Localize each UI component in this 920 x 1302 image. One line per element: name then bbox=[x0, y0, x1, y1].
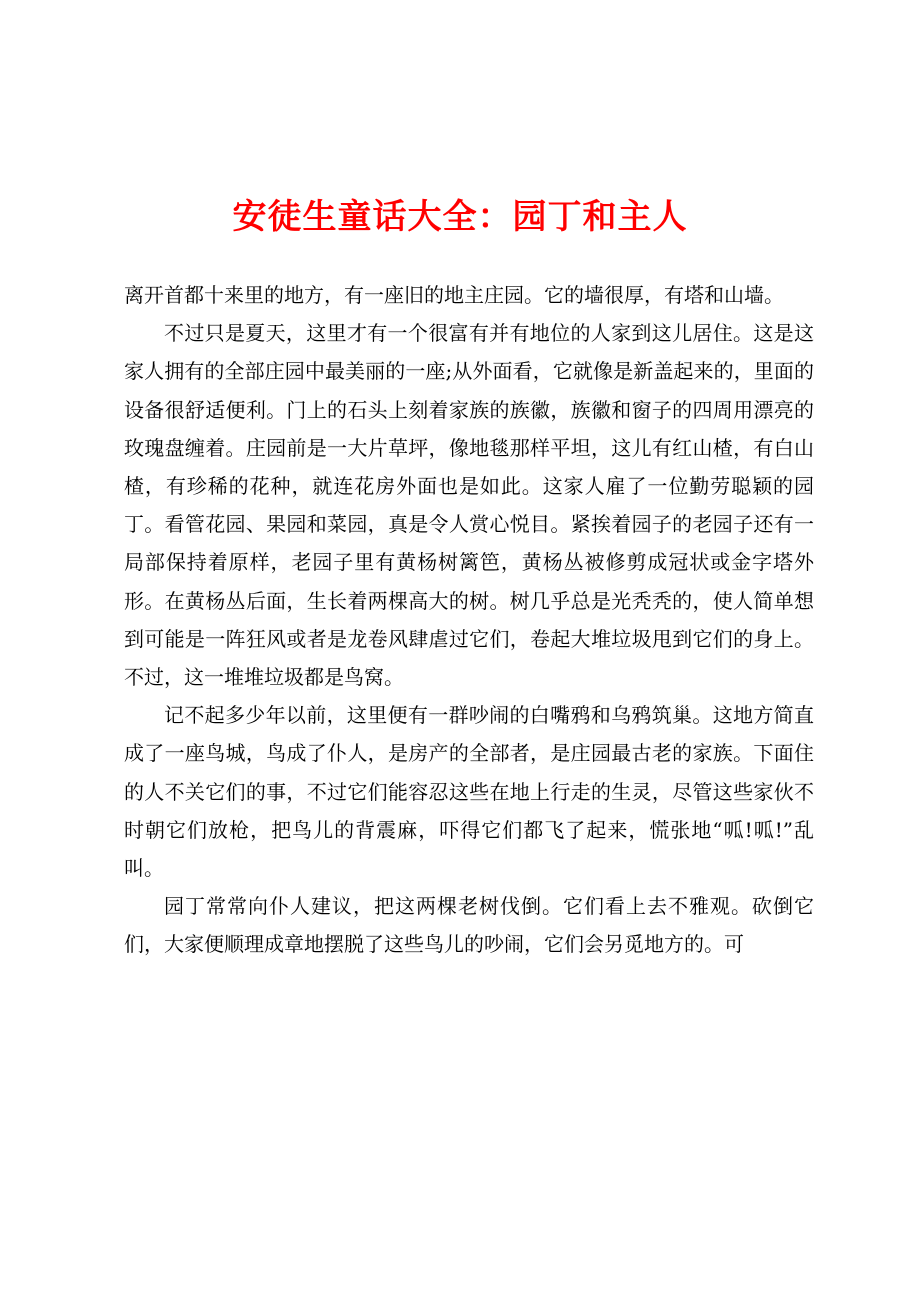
document-body bbox=[124, 276, 814, 964]
document-title: 安徒生童话大全：园丁和主人 bbox=[232, 197, 688, 237]
paragraph-4: 园丁常常向仆人建议，把这两棵老树伐倒。它们看上去不雅观。砍倒它们，大家便顺理成章地摆脱了这些鸟儿的吵闹，它们会另觅地方的。可 bbox=[124, 894, 814, 957]
paragraph-3: 记不起多少年以前，这里便有一群吵闹的白嘴鸦和乌鸦筑巢。这地方简直成了一座鸟城，鸟成了仆人，是房产的全部者，是庄园最古老的家族。下面住的人不关它们的事，不过它们能容忍这些在地上行走的生灵，尽管这些家伙不时朝它们放枪，把鸟儿的背震麻，吓得它们都飞了起来，慌张地“呱!呱!”乱叫。 bbox=[124, 703, 814, 881]
paragraph-2: 不过只是夏天，这里才有一个很富有并有地位的人家到这儿居住。这是这家人拥有的全部庄园中最美丽的一座;从外面看，它就像是新盖起来的，里面的设备很舒适便利。门上的石头上刻着家族的族徽，族徽和窗子的四周用漂亮的玫瑰盘缠着。庄园前是一大片草坪，像地毯那样平坦，这儿有红山楂，有白山楂，有珍稀的花种，就连花房外面也是如此。这家人雇了一位勤劳聪颖的园丁。看管花园、果园和菜园，真是令人赏心悦目。紧挨着园子的老园子还有一局部保持着原样，老园子里有黄杨树篱笆，黄杨丛被修剪成冠状或金字塔外形。在黄杨丛后面，生长着两棵高大的树。树几乎总是光秃秃的，使人简单想到可能是一阵狂风或者是龙卷风肆虐过它们，卷起大堆垃圾甩到它们的身上。不过，这一堆堆垃圾都是鸟窝。 bbox=[124, 321, 814, 690]
paragraph-1: 离开首都十来里的地方，有一座旧的地主庄园。它的墙很厚，有塔和山墙。 bbox=[124, 283, 784, 307]
